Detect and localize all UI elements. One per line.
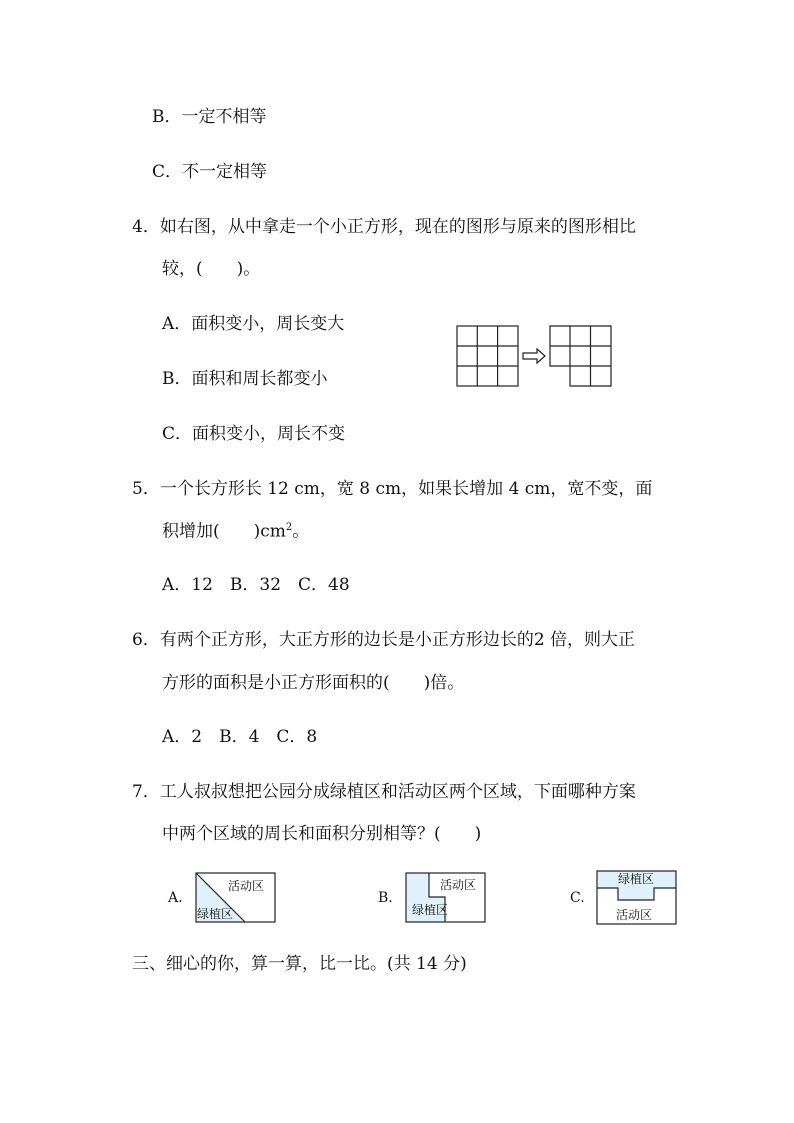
q4-option-c: C．面积变小，周长不变 [162,424,346,444]
q7-option-b-label: B. [378,890,393,906]
q7-b-activity-label: 活动区 [440,878,477,892]
q7-option-a-label: A. [168,890,183,906]
q7-b-green-label: 绿植区 [412,903,449,917]
q5-stem-line2: 积增加( )$cm^2$。 [162,521,310,542]
grid-missing-square [550,326,611,386]
q7-a-green-label: 绿植区 [197,907,234,921]
q7-option-c-label: C. [570,890,585,906]
q4-stem-line1: 4．如右图，从中拿走一个小正方形，现在的图形与原来的图形相比 [132,217,636,237]
q7-stem-line2: 中两个区域的周长和面积分别相等？( ) [162,824,482,844]
q7-a-activity-label: 活动区 [228,879,265,893]
q4-stem-line2: 较，( )。 [162,259,261,279]
full-grid [457,326,518,386]
q7-c-green-label: 绿植区 [618,872,655,886]
q5-options: A．12 B．32 C．48 [162,575,350,595]
q6-stem-line1: 6．有两个正方形，大正方形的边长是小正方形边长的2 倍，则大正 [132,630,636,650]
section-3-heading: 三、细心的你，算一算，比一比。(共 14 分) [132,954,467,974]
q4-option-a: A．面积变小，周长变大 [162,314,345,334]
q7-c-activity-label: 活动区 [616,908,653,922]
q4-figure [455,325,615,389]
q5-stem-line1: 5．一个长方形长 12 cm，宽 8 cm，如果长增加 4 cm，宽不变，面 [132,479,653,499]
q3-option-c: C．不一定相等 [152,162,268,182]
q4-option-b: B．面积和周长都变小 [162,369,328,389]
q7-stem-line1: 7．工人叔叔想把公园分成绿植区和活动区两个区域，下面哪种方案 [132,782,636,802]
q6-options: A．2 B．4 C．8 [162,727,318,747]
arrow-icon [523,349,545,363]
q6-stem-line2: 方形的面积是小正方形面积的( )倍。 [162,673,465,693]
q3-option-b: B．一定不相等 [152,107,267,127]
